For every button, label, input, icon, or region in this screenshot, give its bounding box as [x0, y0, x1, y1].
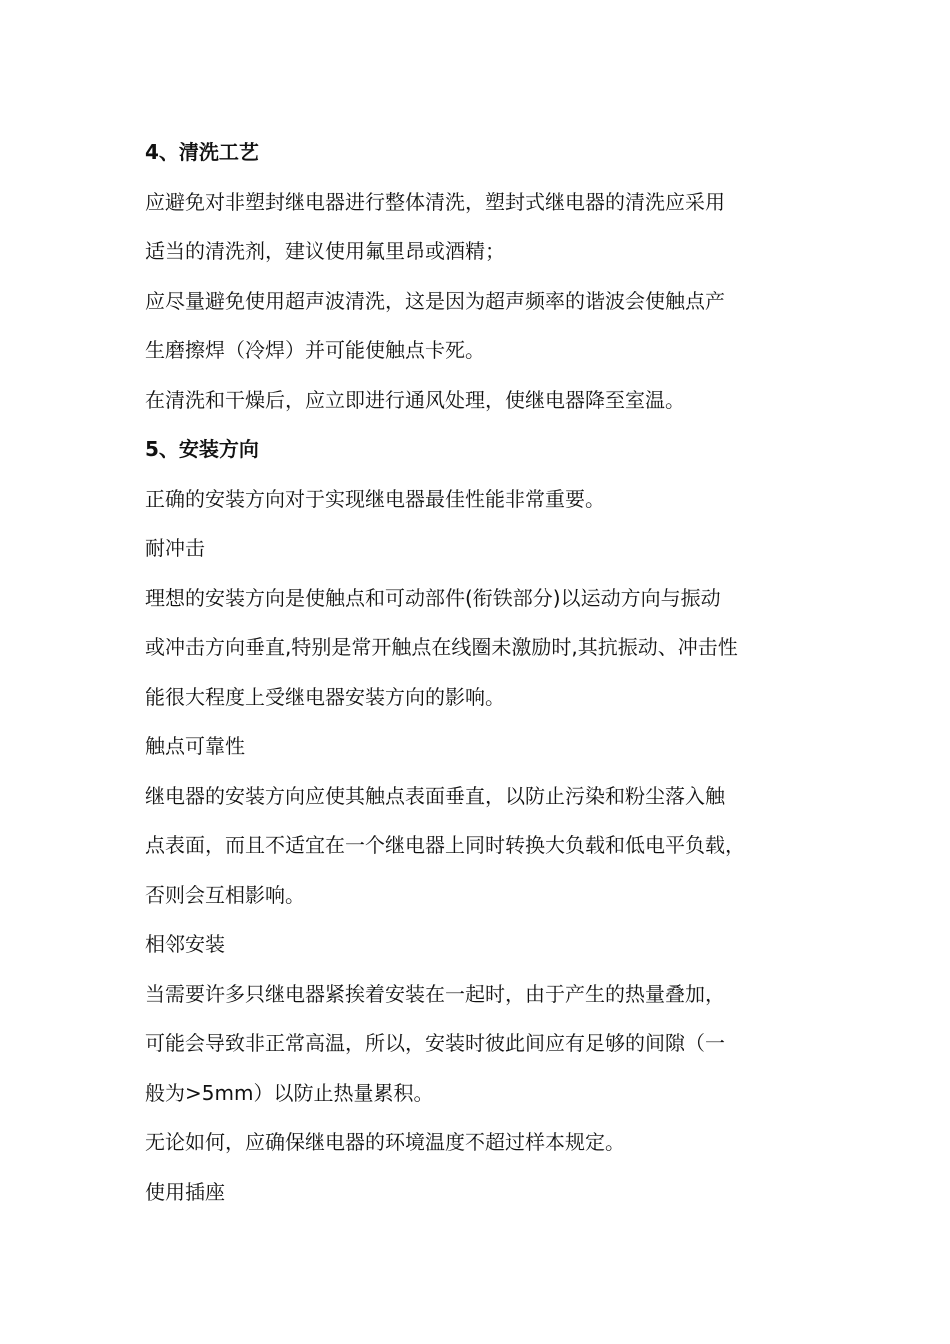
paragraph-line: 继电器的安装方向应使其触点表面垂直，以防止污染和粉尘落入触 — [145, 783, 725, 808]
paragraph-line: 可能会导致非正常高温，所以，安装时彼此间应有足够的间隙（一 — [145, 1031, 725, 1055]
subheading-socket-use: 使用插座 — [145, 1179, 225, 1204]
paragraph-line: 般为>5mm）以防止热量累积。 — [145, 1080, 434, 1105]
paragraph-line: 在清洗和干燥后，应立即进行通风处理，使继电器降至室温。 — [145, 387, 685, 412]
document-page — [145, 128, 815, 1217]
paragraph-line: 当需要许多只继电器紧挨着安装在一起时，由于产生的热量叠加， — [145, 981, 725, 1006]
paragraph-line: 否则会互相影响。 — [145, 882, 305, 907]
paragraph-line: 能很大程度上受继电器安装方向的影响。 — [145, 684, 505, 709]
paragraph-line: 或冲击方向垂直,特别是常开触点在线圈未激励时,其抗振动、冲击性 — [145, 635, 738, 659]
paragraph-line: 应避免对非塑封继电器进行整体清洗，塑封式继电器的清洗应采用 — [145, 189, 725, 214]
subheading-shock-resistance: 耐冲击 — [145, 536, 205, 560]
paragraph-line: 应尽量避免使用超声波清洗，这是因为超声频率的谐波会使触点产 — [145, 288, 725, 313]
subheading-contact-reliability: 触点可靠性 — [145, 734, 245, 758]
paragraph-line: 无论如何，应确保继电器的环境温度不超过样本规定。 — [145, 1130, 625, 1154]
subheading-adjacent-mounting: 相邻安装 — [145, 932, 225, 956]
paragraph-line: 理想的安装方向是使触点和可动部件(衔铁部分)以运动方向与振动 — [145, 585, 721, 610]
paragraph-line: 正确的安装方向对于实现继电器最佳性能非常重要。 — [145, 486, 605, 511]
section-5-heading: 5、安装方向 — [145, 437, 259, 461]
paragraph-line: 生磨擦焊（冷焊）并可能使触点卡死。 — [145, 338, 485, 362]
paragraph-line: 点表面，而且不适宜在一个继电器上同时转换大负载和低电平负载， — [145, 833, 745, 857]
paragraph-line: 适当的清洗剂，建议使用氟里昂或酒精； — [145, 239, 505, 263]
section-4-heading: 4、清洗工艺 — [145, 140, 259, 164]
